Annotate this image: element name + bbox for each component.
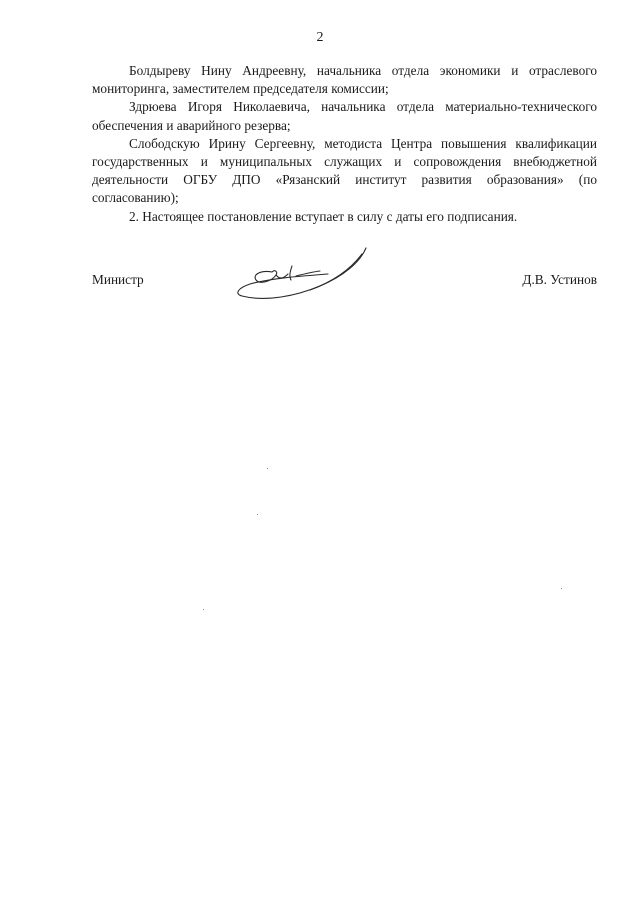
signer-name: Д.В. Устинов [522, 272, 597, 287]
paragraph-member-slobodskaya: Слободскую Ирину Сергеевну, методиста Центра повышения квалификации государственных и муниципальных служащих и сопровождения внебюджетной деятельности ОГБУ ДПО «Рязанский институт развития образования» (по согласованию); [92, 135, 597, 206]
paragraph-effective-date: 2. Настоящее постановление вступает в силу с даты его подписания. [129, 208, 518, 224]
page-number: 2 [316, 30, 324, 45]
scan-speck [561, 588, 562, 589]
document-body [92, 62, 597, 226]
scan-speck [267, 468, 268, 469]
paragraph-member-boldyreva: Болдыреву Нину Андреевну, начальника отдела экономики и отраслевого мониторинга, заместителем председателя комиссии; [92, 63, 597, 97]
paragraph-member-zdryuev: Здрюева Игоря Николаевича, начальника отдела материально-технического обеспечения и аварийного резерва; [92, 99, 597, 133]
scan-speck [203, 609, 204, 610]
handwritten-signature [232, 244, 382, 316]
signature-block [92, 258, 597, 328]
scan-speck [257, 514, 258, 515]
signer-title: Министр [92, 272, 144, 287]
